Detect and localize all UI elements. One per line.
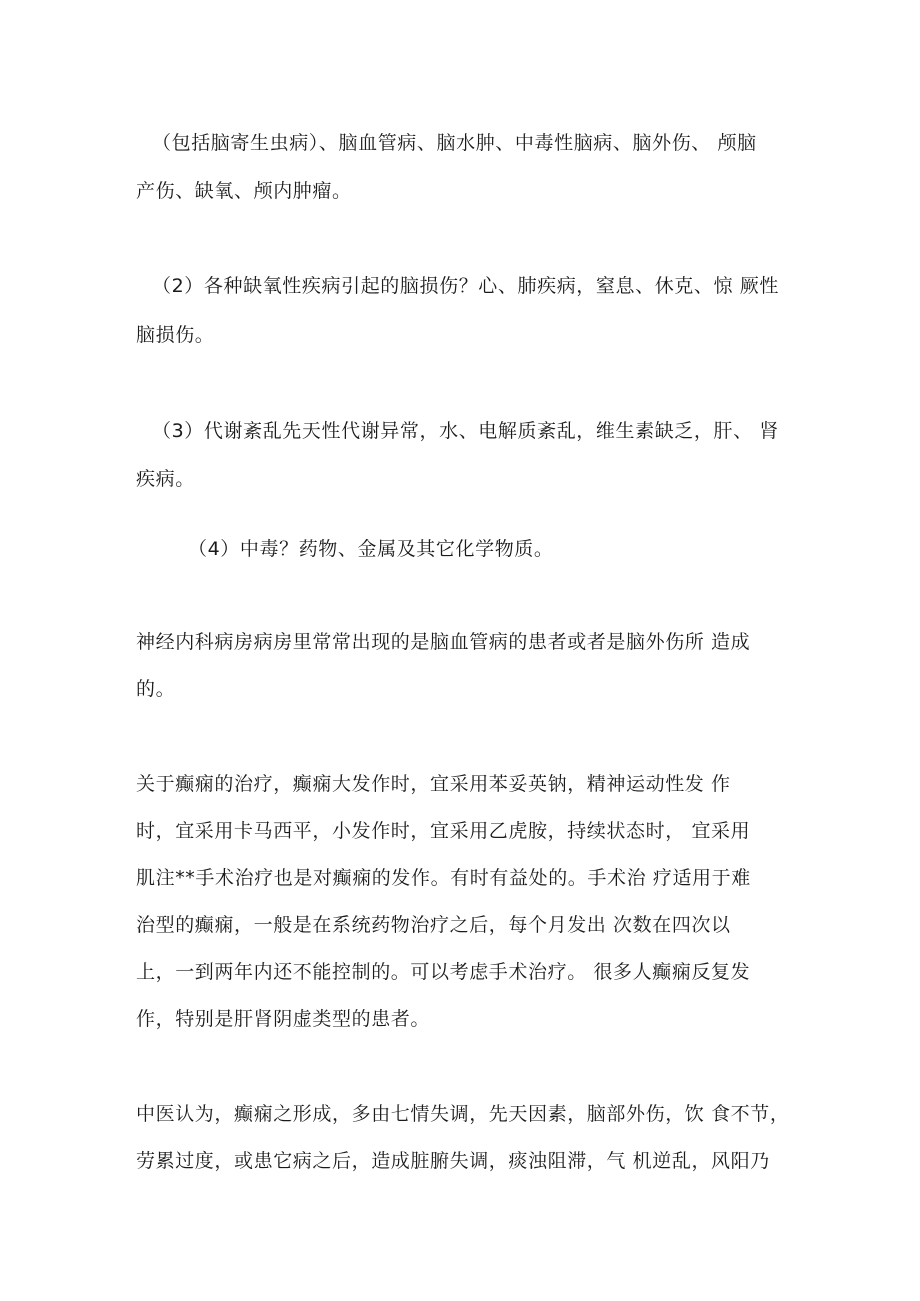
text-line: 中医认为，癫痫之形成，多由七情失调，先天因素，脑部外伤，饮 食不节， — [136, 1103, 790, 1125]
text-line: 时，宜采用卡马西平，小发作时，宜采用乙虎胺，持续状态时， 宜采用 — [136, 820, 751, 842]
text-line: 神经内科病房病房里常常出现的是脑血管病的患者或者是脑外伤所 造成 — [136, 631, 751, 653]
text-line: 疾病。 — [136, 468, 195, 490]
text-line: 产伤、缺氧、颅内肿瘤。 — [136, 180, 352, 202]
text-line: 作，特别是肝肾阴虚类型的患者。 — [136, 1008, 431, 1030]
text-line: （包括脑寄生虫病）、脑血管病、脑水肿、中毒性脑病、脑外伤、 颅脑 — [152, 132, 757, 154]
text-line: 劳累过度，或患它病之后，造成脏腑失调，痰浊阻滞，气 机逆乱，风阳乃 — [136, 1150, 770, 1172]
text-line: （3）代谢紊乱先天性代谢异常，水、电解质紊乱，维生素缺乏，肝、 肾 — [152, 420, 779, 442]
text-line: 脑损伤。 — [136, 324, 215, 346]
text-line: （4）中毒？药物、金属及其它化学物质。 — [188, 538, 554, 560]
text-line: 上，一到两年内还不能控制的。可以考虑手术治疗。 很多人癫痫反复发 — [136, 961, 751, 983]
text-line: 关于癫痫的治疗，癫痫大发作时，宜采用苯妥英钠，精神运动性发 作 — [136, 773, 731, 795]
text-line: 治型的癫痫，一般是在系统药物治疗之后，每个月发出 次数在四次以 — [136, 914, 731, 936]
text-line: （2）各种缺氧性疾病引起的脑损伤？心、肺疾病，窒息、休克、惊 厥性 — [152, 275, 779, 297]
text-line: 肌注**手术治疗也是对癫痫的发作。有时有益处的。手术治 疗适用于难 — [136, 867, 751, 889]
text-line: 的。 — [136, 678, 176, 700]
